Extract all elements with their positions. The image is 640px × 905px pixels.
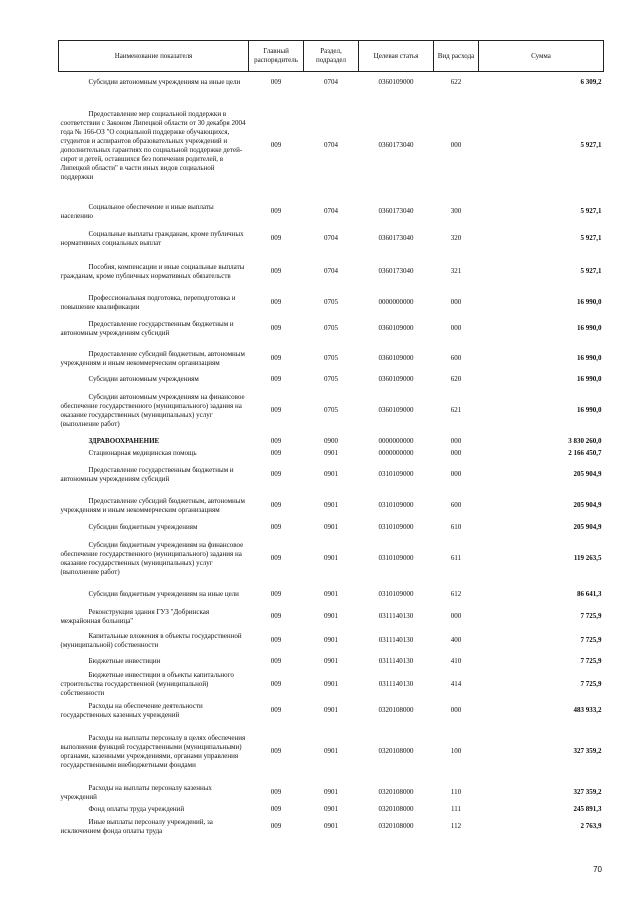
cell-expense: 321 (450, 267, 462, 275)
cell-grbs: 009 (270, 324, 282, 332)
cell-sum: 245 891,3 (573, 805, 602, 813)
cell-grbs: 009 (270, 470, 282, 478)
cell-section: 0901 (324, 501, 338, 509)
cell-expense: 100 (450, 747, 462, 755)
cell-section: 0901 (324, 612, 338, 620)
table-row (59, 782, 604, 804)
cell-expense: 611 (450, 554, 462, 562)
cell-expense: 000 (450, 324, 462, 332)
cell-section: 0901 (324, 636, 338, 644)
budget-table (58, 40, 604, 838)
table-row (59, 534, 604, 584)
cell-section: 0901 (324, 680, 338, 688)
cell-expense: 410 (450, 657, 462, 665)
cell-grbs: 009 (270, 554, 282, 562)
cell-expense: 612 (450, 590, 462, 598)
cell-expense: 112 (450, 822, 462, 830)
cell-name: Субсидии бюджетным учреждениям на иные цели (88, 590, 239, 598)
cell-name: Социальное обеспечение и иные выплаты населению (60, 202, 214, 220)
table-header-row (59, 41, 604, 72)
cell-name: Бюджетные инвестиции (88, 657, 161, 665)
cell-expense: 414 (450, 680, 462, 688)
table-row (59, 460, 604, 490)
table-row (59, 804, 604, 816)
cell-name: Капитальные вложения в объекты государственной (муниципальной) собственности (60, 631, 242, 649)
cell-sum: 5 927,1 (580, 267, 602, 275)
table-row (59, 94, 604, 198)
cell-name: Предоставление субсидий бюджетным, автономным учреждениям и иным некоммерческим организациям (60, 349, 245, 367)
cell-section: 0900 (324, 437, 338, 445)
cell-target: 0360109000 (378, 375, 414, 383)
cell-name: Стационарная медицинская помощь (88, 449, 197, 457)
table-row (59, 606, 604, 628)
cell-target: 0311140130 (378, 612, 414, 620)
cell-sum: 119 263,5 (573, 554, 602, 562)
cell-target: 0310109000 (378, 590, 414, 598)
table-body (59, 72, 604, 838)
table-row (59, 490, 604, 522)
cell-sum: 3 830 260,0 (568, 437, 602, 445)
cell-section: 0901 (324, 449, 338, 457)
header-target: Целевая статья (359, 41, 434, 72)
cell-sum: 327 359,2 (573, 747, 602, 755)
cell-name: Бюджетные инвестиции в объекты капитального строительства государственной (муниципальной) собственности (60, 671, 234, 697)
cell-section: 0705 (324, 406, 338, 414)
cell-name: Фонд оплаты труда учреждений (88, 805, 185, 813)
cell-name: ЗДРАВООХРАНЕНИЕ (88, 437, 160, 445)
cell-sum: 16 990,0 (577, 406, 602, 414)
cell-grbs: 009 (270, 590, 282, 598)
cell-grbs: 009 (270, 805, 282, 813)
cell-target: 0000000000 (378, 437, 414, 445)
table-row (59, 584, 604, 606)
cell-sum: 5 927,1 (580, 234, 602, 242)
table-row (59, 654, 604, 670)
cell-name: Субсидии автономным учреждениям (88, 375, 199, 383)
table-row (59, 374, 604, 386)
cell-target: 0310109000 (378, 470, 414, 478)
table-row (59, 72, 604, 94)
cell-name: Предоставление субсидий бюджетным, автономным учреждениям и иным некоммерческим организациям (60, 496, 245, 514)
cell-sum: 7 725,9 (580, 680, 602, 688)
cell-sum: 16 990,0 (577, 354, 602, 362)
cell-grbs: 009 (270, 298, 282, 306)
cell-sum: 16 990,0 (577, 324, 602, 332)
cell-grbs: 009 (270, 523, 282, 531)
cell-grbs: 009 (270, 267, 282, 275)
cell-grbs: 009 (270, 612, 282, 620)
cell-sum: 2 166 450,7 (568, 449, 602, 457)
table-row (59, 226, 604, 252)
cell-target: 0000000000 (378, 298, 414, 306)
header-sum: Сумма (479, 41, 604, 72)
cell-grbs: 009 (270, 449, 282, 457)
header-expense: Вид расхода (434, 41, 479, 72)
cell-name: Социальные выплаты гражданам, кроме публичных нормативных социальных выплат (60, 229, 244, 247)
cell-name: Субсидии бюджетным учреждениям на финансовое обеспечение государственного (муниципального) задания на оказание государственных (муниципальных) услуг (выполнение работ) (60, 540, 244, 576)
cell-target: 0360173040 (378, 207, 414, 215)
cell-expense: 111 (451, 805, 461, 813)
cell-expense: 610 (450, 523, 462, 531)
cell-sum: 7 725,9 (580, 657, 602, 665)
cell-name: Субсидии автономным учреждениям на иные цели (88, 78, 241, 87)
cell-target: 0320108000 (378, 788, 414, 796)
cell-target: 0310109000 (378, 501, 414, 509)
cell-target: 0311140130 (378, 680, 414, 688)
cell-section: 0704 (324, 267, 338, 275)
cell-expense: 620 (450, 375, 462, 383)
cell-sum: 6 309,2 (580, 78, 602, 87)
cell-target: 0320108000 (378, 706, 414, 714)
cell-expense: 000 (450, 612, 462, 620)
cell-sum: 327 359,2 (573, 788, 602, 796)
cell-grbs: 009 (270, 141, 282, 149)
cell-expense: 600 (450, 501, 462, 509)
cell-target: 0310109000 (378, 523, 414, 531)
cell-section: 0901 (324, 822, 338, 830)
cell-expense: 000 (450, 706, 462, 714)
table-row (59, 522, 604, 534)
cell-grbs: 009 (270, 657, 282, 665)
cell-section: 0901 (324, 470, 338, 478)
cell-grbs: 009 (270, 78, 282, 87)
table-row (59, 292, 604, 314)
cell-target: 0320108000 (378, 747, 414, 755)
cell-grbs: 009 (270, 406, 282, 414)
table-row (59, 722, 604, 782)
header-name: Наименование показателя (59, 41, 249, 72)
cell-expense: 000 (450, 470, 462, 478)
cell-section: 0705 (324, 354, 338, 362)
table-row (59, 628, 604, 654)
cell-section: 0901 (324, 706, 338, 714)
cell-name: Профессиональная подготовка, переподготовка и повышение квалификации (60, 293, 236, 311)
cell-name: Расходы на обеспечение деятельности государственных казенных учреждений (60, 701, 203, 719)
cell-section: 0704 (324, 78, 338, 87)
table-row (59, 700, 604, 722)
cell-expense: 300 (450, 207, 462, 215)
cell-section: 0901 (324, 805, 338, 813)
cell-sum: 7 725,9 (580, 636, 602, 644)
cell-grbs: 009 (270, 207, 282, 215)
cell-expense: 320 (450, 234, 462, 242)
cell-section: 0704 (324, 141, 338, 149)
cell-section: 0705 (324, 324, 338, 332)
cell-target: 0360173040 (378, 234, 414, 242)
table-row (59, 252, 604, 292)
cell-name: Предоставление мер социальной поддержки в соответствии с Законом Липецкой области от 30 декабря 2004 года № 166-ОЗ "О социальной поддержке обучающихся, студентов и аспирантов образовательных учреждений и дополнительных гарантиях по социальной поддержке детей-сирот и детей, оставшихся без попечения родителей, в Липецкой области" в части иных видов социальной поддержки (60, 109, 246, 181)
cell-section: 0901 (324, 554, 338, 562)
cell-name: Расходы на выплаты персоналу в целях обеспечения выполнения функций государственными (муниципальными) органами, казенными учреждениями, органами управления государственными внебюджетными фондами (60, 733, 246, 769)
cell-target: 0360109000 (378, 324, 414, 332)
table-row (59, 386, 604, 436)
cell-expense: 400 (450, 636, 462, 644)
cell-grbs: 009 (270, 501, 282, 509)
cell-grbs: 009 (270, 437, 282, 445)
cell-sum: 86 641,3 (577, 590, 602, 598)
cell-name: Предоставление государственным бюджетным и автономным учреждениям субсидий (60, 465, 234, 483)
cell-target: 0360173040 (378, 141, 414, 149)
cell-grbs: 009 (270, 788, 282, 796)
cell-target: 0360109000 (378, 354, 414, 362)
cell-section: 0901 (324, 590, 338, 598)
table-row (59, 816, 604, 838)
cell-target: 0360109000 (378, 406, 414, 414)
cell-target: 0311140130 (378, 657, 414, 665)
table-row (59, 436, 604, 448)
cell-section: 0901 (324, 657, 338, 665)
cell-section: 0901 (324, 523, 338, 531)
cell-target: 0320108000 (378, 822, 414, 830)
table-row (59, 314, 604, 344)
cell-expense: 622 (450, 78, 462, 87)
cell-grbs: 009 (270, 375, 282, 383)
cell-section: 0705 (324, 298, 338, 306)
cell-name: Расходы на выплаты персоналу казенных учреждений (60, 783, 212, 801)
cell-grbs: 009 (270, 234, 282, 242)
cell-grbs: 009 (270, 747, 282, 755)
cell-grbs: 009 (270, 680, 282, 688)
table-row (59, 198, 604, 226)
cell-section: 0704 (324, 207, 338, 215)
cell-name: Иные выплаты персоналу учреждений, за исключением фонда оплаты труда (60, 817, 213, 835)
header-section: Раздел, подраздел (304, 41, 359, 72)
cell-sum: 5 927,1 (580, 141, 602, 149)
cell-section: 0704 (324, 234, 338, 242)
cell-expense: 000 (450, 141, 462, 149)
cell-expense: 000 (450, 449, 462, 457)
cell-section: 0901 (324, 747, 338, 755)
page-number: 70 (593, 865, 602, 874)
cell-name: Субсидии бюджетным учреждениям (88, 523, 198, 531)
cell-section: 0705 (324, 375, 338, 383)
cell-sum: 16 990,0 (577, 375, 602, 383)
cell-name: Субсидии автономным учреждениям на финансовое обеспечение государственного (муниципального) задания на оказание государственных (муниципальных) услуг (выполнение работ) (60, 392, 245, 428)
cell-target: 0310109000 (378, 554, 414, 562)
cell-target: 0360173040 (378, 267, 414, 275)
cell-name: Пособия, компенсации и иные социальные выплаты гражданам, кроме публичных нормативных обязательств (60, 262, 245, 280)
cell-target: 0000000000 (378, 449, 414, 457)
table-row (59, 448, 604, 460)
cell-sum: 205 904,9 (573, 501, 602, 509)
cell-name: Предоставление государственным бюджетным и автономным учреждениям субсидий (60, 319, 234, 337)
cell-grbs: 009 (270, 354, 282, 362)
cell-target: 0311140130 (378, 636, 414, 644)
cell-sum: 2 763,9 (580, 822, 602, 830)
table-row (59, 344, 604, 374)
cell-sum: 5 927,1 (580, 207, 602, 215)
cell-expense: 110 (450, 788, 462, 796)
table-row (59, 670, 604, 700)
cell-expense: 600 (450, 354, 462, 362)
cell-expense: 000 (450, 437, 462, 445)
cell-section: 0901 (324, 788, 338, 796)
cell-sum: 7 725,9 (580, 612, 602, 620)
cell-grbs: 009 (270, 706, 282, 714)
cell-expense: 621 (450, 406, 462, 414)
cell-target: 0320108000 (378, 805, 414, 813)
cell-sum: 205 904,9 (573, 470, 602, 478)
cell-sum: 205 904,9 (573, 523, 602, 531)
cell-sum: 483 933,2 (573, 706, 602, 714)
cell-name: Реконструкция здания ГУЗ "Добринская межрайонная больница" (60, 607, 210, 625)
cell-expense: 000 (450, 298, 462, 306)
header-grbs: Главный распорядитель (249, 41, 304, 72)
cell-grbs: 009 (270, 636, 282, 644)
cell-sum: 16 990,0 (577, 298, 602, 306)
cell-target: 0360109000 (378, 78, 414, 87)
cell-grbs: 009 (270, 822, 282, 830)
